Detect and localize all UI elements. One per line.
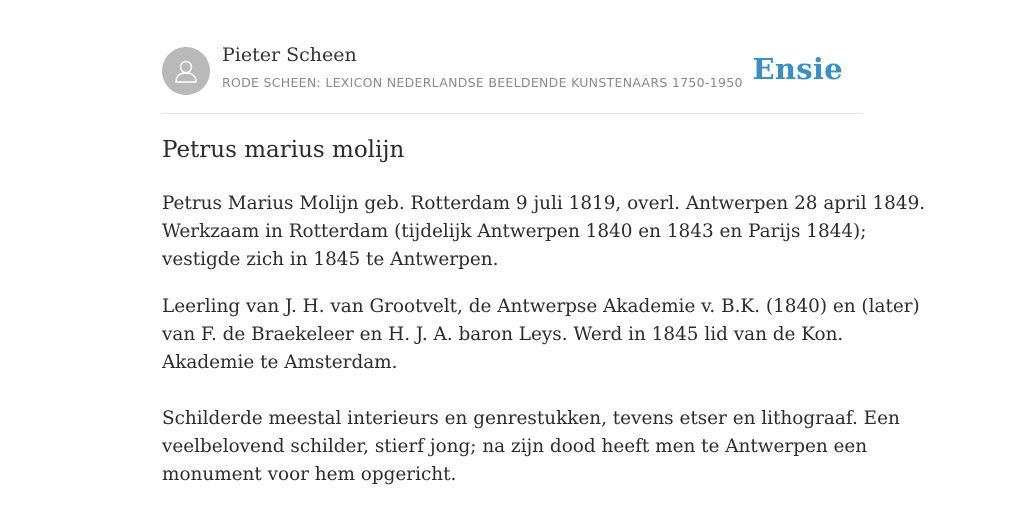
paragraph-line: veelbelovend schilder, stierf jong; na zijn dood heeft men te Antwerpen een [162,436,868,457]
paragraph-line: Werkzaam in Rotterdam (tijdelijk Antwerpen 1840 en 1843 en Parijs 1844); [162,221,867,242]
article-paragraph [162,293,920,377]
author-avatar[interactable] [162,47,210,95]
paragraph-line: vestigde zich in 1845 te Antwerpen. [162,249,499,270]
article-title: Petrus marius molijn [162,137,405,163]
article-paragraph [162,405,900,489]
paragraph-line: van F. de Braekeleer en H. J. A. baron Leys. Werd in 1845 lid van de Kon. [162,324,844,345]
article-paragraph [162,190,926,274]
paragraph-line: monument voor hem opgericht. [162,464,457,485]
author-name[interactable]: Pieter Scheen [222,44,357,66]
paragraph-line: Petrus Marius Molijn geb. Rotterdam 9 juli 1819, overl. Antwerpen 28 april 1849. [162,193,926,214]
paragraph-line: Schilderde meestal interieurs en genrestukken, tevens etser en lithograaf. Een [162,408,900,429]
paragraph-line: Akademie te Amsterdam. [162,352,398,373]
user-icon [172,57,200,85]
article-header [162,0,862,114]
article-card [162,0,926,485]
paragraph-line: Leerling van J. H. van Grootvelt, de Antwerpse Akademie v. B.K. (1840) en (later) [162,296,920,317]
brand-logo[interactable]: Ensie [752,52,843,86]
source-title[interactable]: RODE SCHEEN: LEXICON NEDERLANDSE BEELDENDE KUNSTENAARS 1750-1950 [222,75,743,90]
